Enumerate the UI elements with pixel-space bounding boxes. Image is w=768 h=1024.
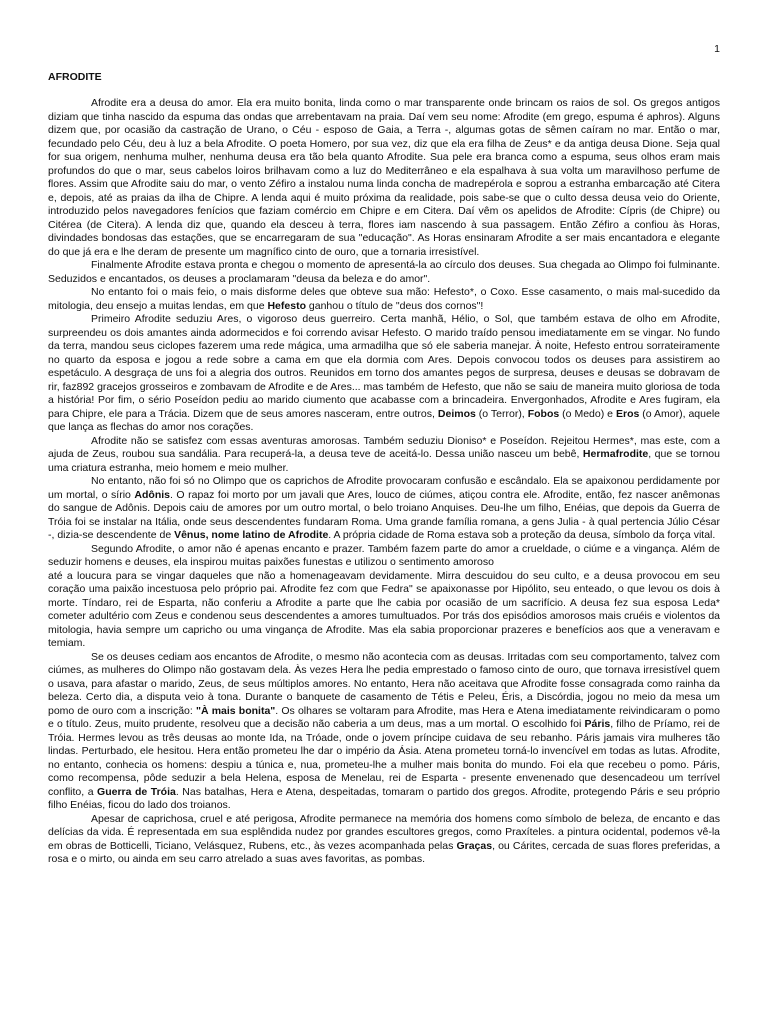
text-run: , ou Cárites, cercada de suas flores preferidas, a rosa e o mirto, ou ainda em seu carro atrelado a suas aves favoritas, as pombas.	[48, 839, 721, 865]
paragraph	[48, 286, 720, 313]
paragraph	[48, 259, 720, 286]
text-run: . A própria cidade de Roma estava sob a proteção da deusa, símbolo da força vital.	[328, 529, 716, 541]
bold-term: Hermafrodite	[582, 448, 649, 460]
bold-term: Deimos	[437, 407, 476, 420]
text-run: Afrodite não se satisfez com essas aventuras amorosas. Também seduziu Dioniso* e Poseídon. Rejeitou Hermes*, mas este, com a ajuda de Zeus, roubou sua sandália. Para recuperá-la, a deusa teve de aceitá-lo. Dessa união nasceu um bebê,	[48, 434, 720, 460]
text-run: Finalmente Afrodite estava pronta e chegou o momento de apresentá-la ao círculo dos deuses. Sua chegada ao Olimpo foi fulminante. Seduzidos e encantados, os deuses a proclamaram "deusa da beleza e do amor".	[48, 259, 720, 285]
paragraph	[48, 543, 720, 570]
document-title: AFRODITE	[48, 71, 102, 83]
paragraph	[48, 813, 720, 867]
page-number: 1	[714, 43, 720, 55]
bold-term: "À mais bonita"	[195, 704, 276, 717]
document-body	[48, 97, 720, 867]
paragraph	[48, 651, 720, 813]
text-run: (o Amor), aquele que lança as flechas do amor nos corações.	[48, 407, 720, 433]
text-run: (o Medo) e	[559, 407, 616, 420]
bold-term: Eros	[615, 407, 640, 420]
paragraph	[48, 435, 720, 476]
text-run: Segundo Afrodite, o amor não é apenas encanto e prazer. Também fazem parte do amor a crueldade, o ciúme e a vingança. Além de seduzir homens e deuses, ela inspirou muitas paixões funestas e utilizou o sentimento amoroso	[48, 542, 720, 568]
bold-term: Adônis	[134, 488, 170, 501]
text-run: Se os deuses cediam aos encantos de Afrodite, o mesmo não acontecia com as deusas. Irritadas com seu comportamento, talvez com ciúmes, as mulheres do Olimpo não gostavam dela. Às vezes Hera lhe pedia emprestado o famoso cinto de ouro, que tornava irresistível quem o usava, para afastar o marido, Zeus, de seus múltiplos amores. No entanto, Hera não aceitava que Afrodite fosse consagrada como rainha da beleza. Certo dia, a disputa veio à tona. Durante o banquete de casamento de Tétis e Peleu, Éris, a Discórdia, jogou no meio da mesa um pomo de ouro com a inscrição:	[48, 650, 720, 717]
bold-term: Vênus, nome latino de Afrodite	[174, 529, 329, 541]
text-run: (o Terror),	[475, 407, 528, 420]
paragraph	[48, 313, 720, 435]
text-run: No entanto foi o mais feio, o mais disforme deles que obteve sua mão: Hefesto*, o Coxo. Esse casamento, o mais mal-sucedido da mitologia, deu ensejo a muitas lendas, em que	[48, 286, 720, 312]
bold-term: Guerra de Tróia	[97, 785, 176, 798]
text-run: . Nas batalhas, Hera e Atena, despeitadas, tomaram o partido dos gregos. Afrodite, protegendo Páris e seu próprio filho Enéias, ficou do lado dos troianos.	[48, 785, 720, 811]
text-run: . O rapaz foi morto por um javali que Ares, louco de ciúmes, atiçou contra ele. Afrodite, então, fez nascer anêmonas do sangue de Adônis. Depois caiu de amores por um outro mortal, o belo troiano Anquises. Deu-lhe um filho, Enéias, que depois da Guerra de Tróia foi se instalar na Itália, onde seus descendentes fundaram Roma. Uma grande família romana, a gens Julia - à qual pertencia Júlio César -, dizia-se descendente de	[48, 488, 720, 541]
text-run: . Os olhares se voltaram para Afrodite, mas Hera e Atena imediatamente reivindicaram o pomo e o título. Zeus, muito prudente, resolveu que a decisão não caberia a um deus, mas a um mortal. O escolhido foi	[48, 704, 720, 730]
text-run: Apesar de caprichosa, cruel e até perigosa, Afrodite permanece na memória dos homens como símbolo de beleza, de encanto e das delícias da vida. É representada em sua esplêndida nudez por grandes escultores gregos, como Praxíteles. a pintura ocidental, podemos vê-la em obras de Botticelli, Ticiano, Velásquez, Rubens, etc., às vezes acompanhada pelas	[48, 812, 720, 852]
bold-term: Hefesto	[267, 299, 306, 312]
paragraph	[48, 97, 720, 259]
text-run: No entanto, não foi só no Olimpo que os caprichos de Afrodite provocaram confusão e escândalo. Ela se apaixonou perdidamente por um mortal, o sírio	[48, 475, 720, 501]
text-run: até a loucura para se vingar daqueles que não a homenageavam devidamente. Mirra descuidou do seu culto, e a deusa provocou em seu coração uma paixão incestuosa pelo próprio pai. Afrodite fez com que Fedra" se apaixonasse por Hipólito, seu enteado, o que levou os dois à morte. Tíndaro, rei de Esparta, não conferiu a Afrodite a parte que lhe cabia por ocasião de um sacrifício. A deusa fez sua esposa Leda* cometer adultério com Zeus e condenou seus descendentes a amores tumultuados. Por trás dos episódios amorosos mais cruéis e violentos da mitologia, havia sempre um capricho ou uma vingança de Afrodite. Mas ela sabia proporcionar prazeres e benefícios aos que a veneravam e temiam.	[48, 569, 720, 649]
paragraph	[48, 570, 720, 651]
text-run: ganhou o título de "deus dos cornos"!	[305, 299, 484, 312]
text-run: Afrodite era a deusa do amor. Ela era muito bonita, linda como o mar transparente onde brincam os raios de sol. Os gregos antigos diziam que tinha nascido da espuma das ondas que arrebentavam na praia. Daí vem seu nome: Afrodite (em grego, espuma é aphros). Alguns dizem que, por ocasião da castração de Urano, o Céu - esposo de Gaia, a Terra -, algumas gotas de sêmen caíram no mar. Então o mar, fecundado pelo Céu, deu à luz a bela Afrodite. O poeta Homero, por sua vez, diz que ela era filha de Zeus* e da antiga deusa Dione. Seja qual for sua origem, nenhuma mulher, nenhuma deusa era tão bela quanto Afrodite. Sua pele era branca como a espuma, seus olhos eram mais profundos do que o mar, seus cabelos loiros brilhavam como a luz do Mediterrâneo e ela espalhava à sua volta um maravilhoso perfume de flores. Assim que Afrodite saiu do mar, o vento Zéfiro a instalou numa linda concha de madrepérola e soprou a estranha embarcação até Citera e, depois, até as praias da ilha de Chipre. A lenda aqui é muito próxima da realidade, pois sabe-se que o culto dessa deusa veio do Oriente, introduzido pelos navegadores fenícios que faziam comércio em Chipre e em Citera. Daí vêm os apelidos de Afrodite: Cípris (de Chipre) ou Citérea (de Citera). A lenda diz que, quando ela desceu à terra, flores iam nascendo à sua passagem. Então Zéfiro a confiou às Horas, divindades bondosas das estações, que se encarregaram de sua "educação". As Horas ensinaram Afrodite a ser mais encantadora e elegante do que já era e lhe deram de presente um magnífico cinto de ouro, que a tornaria irresistível.	[48, 97, 720, 258]
bold-term: Graças	[456, 839, 493, 852]
text-run: Primeiro Afrodite seduziu Ares, o vigoroso deus guerreiro. Certa manhã, Hélio, o Sol, que também estava de olho em Afrodite, surpreendeu os dois amantes ainda adormecidos e foi correndo avisar Hefesto. O marido traído pensou imediatamente em se vingar. No fundo da terra, mandou seus ciclopes fazerem uma rede mágica, uma armadilha que só ele saberia manejar. À noite, Hefesto entrou sorrateiramente no quarto da esposa e jogou a rede sobre a cama em que ela dormia com Ares. Depois convocou todos os deuses para assistirem ao espetáculo. A desgraça de uns foi a alegria dos outros. Reunidos em torno dos amantes pegos de surpresa, deuses e deusas se dobravam de rir, faz892 gracejos grosseiros e zombavam de Afrodite e de Ares... mas também de Hefesto, que não se saiu de maneira muito gloriosa de toda a história! Por fim, o sério Poseídon pediu ao marido ciumento que acabasse com a brincadeira. Envergonhados, Afrodite e Ares fugiram, ela para Chipre, ele para a Trácia. Dizem que de seus amores nasceram, entre outros,	[48, 313, 720, 420]
paragraph	[48, 475, 720, 543]
text-run: , filho de Príamo, rei de Tróia. Hermes levou as três deusas ao monte Ida, na Tróade, onde o jovem príncipe cuidava de seu rebanho. Páris jamais vira mulheres tão lindas. Perturbado, ele hesitou. Hera então prometeu lhe dar o império da Ásia. Atena prometeu torná-lo invencível em todas as lutas. Afrodite, no entanto, conhecia os homens: despiu a túnica e, nua, prometeu-lhe a mulher mais bonita do mundo. Foi ela que recebeu o pomo. Páris, como recompensa, pôde seduzir a bela Helena, esposa de Menelau, rei de Esparta - presente envenenado que desencadeou um terrível conflito, a	[48, 718, 720, 798]
text-run: , que se tornou uma criatura estranha, meio homem e meio mulher.	[48, 448, 720, 474]
bold-term: Páris	[584, 718, 611, 730]
bold-term: Fobos	[527, 407, 560, 420]
